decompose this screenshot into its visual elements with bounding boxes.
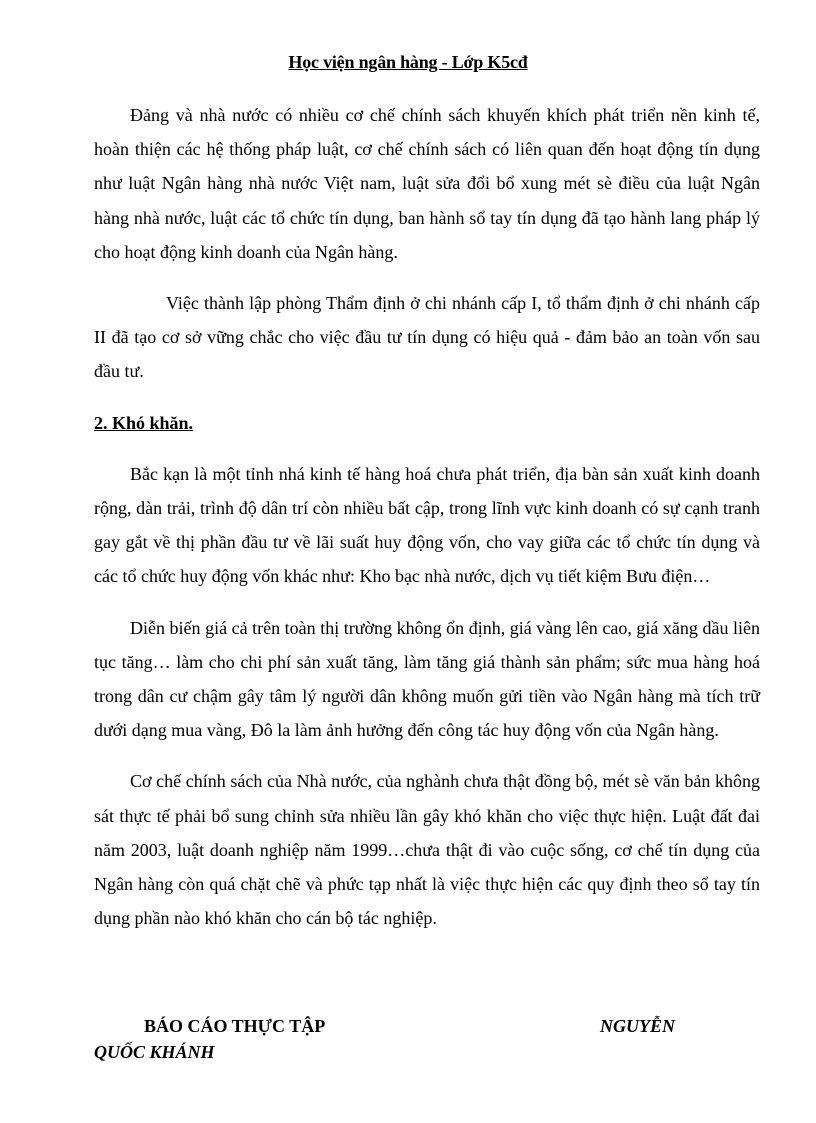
paragraph-market-prices: Diễn biến giá cả trên toàn thị trường không ổn định, giá vàng lên cao, giá xăng dầu liên tục tăng… làm cho chi phí sản xuất tăng, làm tăng giá thành sản phẩm; sức mua hàng hoá trong dân cư chậm gây tâm lý người dân không muốn gửi tiền vào Ngân hàng mà tích trữ dưới dạng mua vàng, Đô la làm ảnh hưởng đến công tác huy động vốn của Ngân hàng. xyxy=(94,617,760,741)
footer-author-first: NGUYỄN xyxy=(600,1016,675,1036)
paragraph-local-economy: Bắc kạn là một tỉnh nhá kinh tế hàng hoá chưa phát triển, địa bàn sản xuất kinh doanh rộng, dàn trải, trình độ dân trí còn nhiều bất cập, trong lĩnh vực kinh doanh có sự cạnh tranh gay gắt về thị phần đầu tư về lãi suất huy động vốn, cho vay giữa các tổ chức tín dụng và các tổ chức huy động vốn khác như: Kho bạc nhà nước, dịch vụ tiết kiệm Bưu điện… xyxy=(94,463,760,587)
footer-author-second: QUỐC KHÁNH xyxy=(94,1042,215,1062)
paragraph-policy-support: Đảng và nhà nước có nhiều cơ chế chính sách khuyến khích phát triển nền kinh tế, hoàn thiện các hệ thống pháp luật, cơ chế chính sách có liên quan đến hoạt động tín dụng như luật Ngân hàng nhà nước Việt nam, luật sửa đổi bổ xung mét sè điều của luật Ngân hàng nhà nước, luật các tổ chức tín dụng, ban hành sổ tay tín dụng đã tạo hành lang pháp lý cho hoạt động kinh doanh của Ngân hàng. xyxy=(94,105,760,262)
paragraph-appraisal-department: Việc thành lập phòng Thẩm định ở chi nhánh cấp I, tổ thẩm định ở chi nhánh cấp II đã tạo cơ sở vững chắc cho việc đầu tư tín dụng có hiệu quả - đảm bảo an toàn vốn sau đầu tư. xyxy=(94,293,760,382)
footer-report-label: BÁO CÁO THỰC TẬP xyxy=(144,1016,326,1036)
paragraph-policy-mechanisms: Cơ chế chính sách của Nhà nước, của nghành chưa thật đồng bộ, mét sè văn bản không sát thực tế phải bổ sung chỉnh sửa nhiều lần gây khó khăn cho việc thực hiện. Luật đất đai năm 2003, luật doanh nghiệp năm 1999…chưa thật đi vào cuộc sống, cơ chế tín dụng của Ngân hàng còn quá chặt chẽ và phức tạp nhất là việc thực hiện các quy định theo sổ tay tín dụng phần nào khó khăn cho cán bộ tác nghiệp. xyxy=(94,771,760,929)
document-body xyxy=(94,98,760,952)
section-heading-difficulties: 2. Khó khăn. xyxy=(94,412,194,433)
page-header-title: Học viện ngân hàng - Lớp K5cđ xyxy=(288,52,528,72)
